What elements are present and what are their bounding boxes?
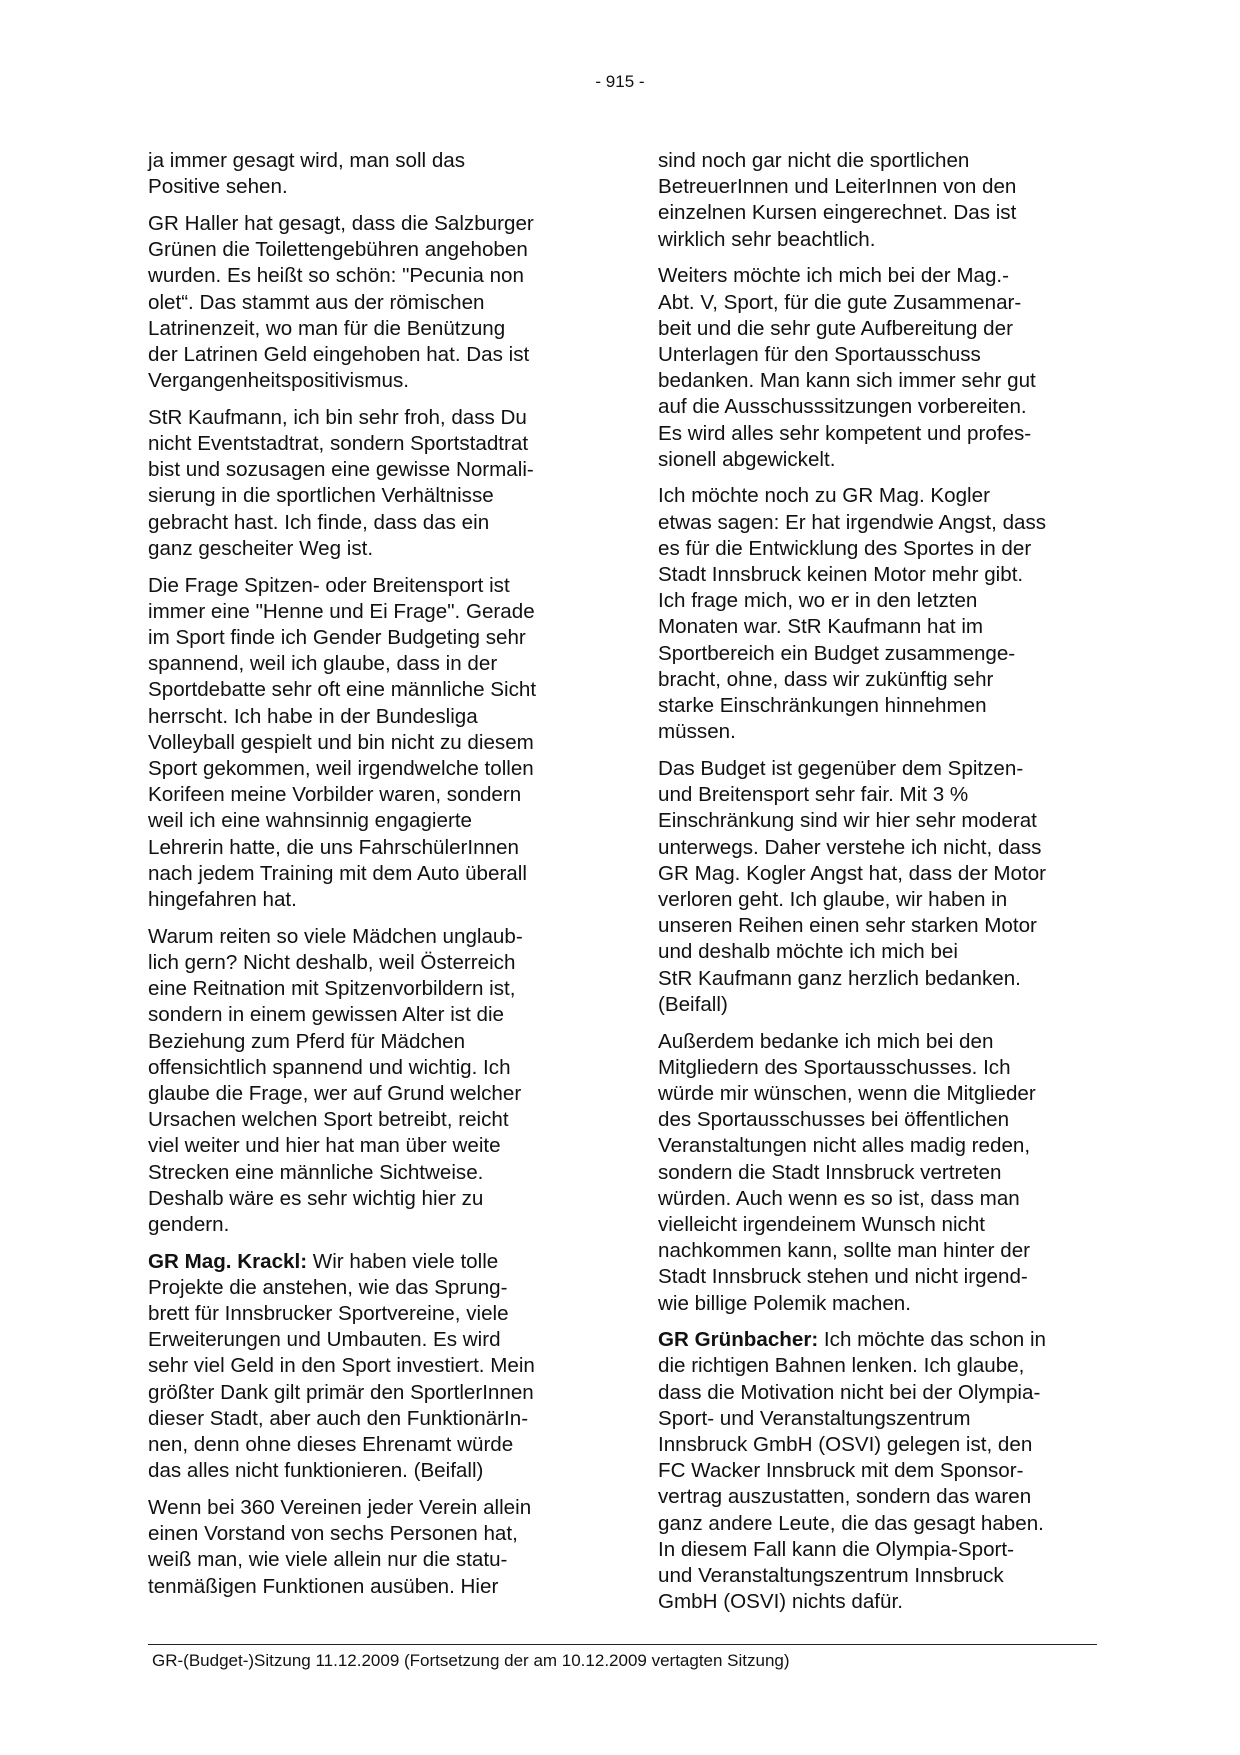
paragraph — [148, 405, 588, 562]
paragraph — [148, 1495, 588, 1600]
paragraph — [658, 756, 1098, 1018]
paragraph — [658, 1029, 1098, 1317]
paragraph-text: sind noch gar nicht die sportlichen BetreuerInnen und LeiterInnen von den einzelnen Kursen eingerechnet. Das ist wirklich sehr beachtlich. — [658, 149, 1017, 251]
page-number: - 915 - — [595, 72, 645, 91]
paragraph-text: Weiters möchte ich mich bei der Mag.- Abt. V, Sport, für die gute Zusammenar- beit und die sehr gute Aufbereitung der Unterlagen für den Sportausschuss bedanken. Man kann sich immer sehr gut auf die Ausschusssitzungen vorbereiten. Es wird alles sehr kompetent und profes- sionell abgewickelt. — [658, 264, 1036, 471]
paragraph — [658, 1327, 1098, 1615]
paragraph-text: Wenn bei 360 Vereinen jeder Verein allein einen Vorstand von sechs Personen hat, weiß man, wie viele allein nur die statu- tenmäßigen Funktionen ausüben. Hier — [148, 1495, 532, 1598]
right-column — [658, 148, 1098, 1626]
paragraph-text: Das Budget ist gegenüber dem Spitzen- und Breitensport sehr fair. Mit 3 % Einschränkung sind wir hier sehr moderat unterwegs. Daher verstehe ich nicht, dass GR Mag. Kogler Angst hat, dass der Motor verloren geht. Ich glaube, wir haben in unseren Reihen einen sehr starken Motor und deshalb möchte ich mich bei StR Kaufmann ganz herzlich bedanken. (Beifall) — [658, 756, 1047, 1016]
paragraph-text: Ich möchte noch zu GR Mag. Kogler etwas sagen: Er hat irgendwie Angst, dass es für die Entwicklung des Sportes in der Stadt Innsbruck keinen Motor mehr gibt. Ich frage mich, wo er in den letzten Monaten war. StR Kaufmann hat im Sportbereich ein Budget zusammenge- bracht, ohne, dass wir zukünftig sehr starke Einschränkungen hinnehmen müssen. — [658, 484, 1047, 744]
footer: GR-(Budget-)Sitzung 11.12.2009 (Fortsetzung der am 10.12.2009 vertagten Sitzung) — [152, 1651, 790, 1670]
left-column — [148, 148, 588, 1610]
paragraph — [148, 1249, 588, 1485]
paragraph-text: Warum reiten so viele Mädchen unglaub- lich gern? Nicht deshalb, weil Österreich eine Reitnation mit Spitzenvorbildern ist, sondern in einem gewissen Alter ist die Beziehung zum Pferd für Mädchen offensichtlich spannend und wichtig. Ich glaube die Frage, wer auf Grund welcher Ursachen welchen Sport betreibt, reicht viel weiter und hier hat man über weite Strecken eine männliche Sichtweise. Deshalb wäre es sehr wichtig hier zu gendern. — [148, 924, 523, 1236]
paragraph-text: GR Haller hat gesagt, dass die Salzburger Grünen die Toilettengebühren angehoben wurden. Es heißt so schön: "Pecunia non olet“. Das stammt aus der römischen Latrinenzeit, wo man für die Benützung der Latrinen Geld eingehoben hat. Das ist Vergangenheitspositivismus. — [148, 211, 534, 393]
paragraph-text: Die Frage Spitzen- oder Breitensport ist immer eine "Henne und Ei Frage". Gerade im Sport finde ich Gender Budgeting sehr spannend, weil ich glaube, dass in der Sportdebatte sehr oft eine männliche Sicht herrscht. Ich habe in der Bundesliga Volleyball gespielt und bin nicht zu diesem Sport gekommen, weil irgendwelche tollen Korifeen meine Vorbilder waren, sondern weil ich eine wahnsinnig engagierte Lehrerin hatte, die uns FahrschülerInnen nach jedem Training mit dem Auto überall hingefahren hat. — [148, 573, 537, 911]
paragraph-text: Ich möchte das schon in die richtigen Bahnen lenken. Ich glaube, dass die Motivation nicht bei der Olympia- Sport- und Veranstaltungszentrum Innsbruck GmbH (OSVI) gelegen ist, den FC Wacker Innsbruck mit dem Sponsor- vertrag auszustatten, sondern das waren ganz andere Leute, die das gesagt haben. In diesem Fall kann die Olympia-Sport- und Veranstaltungszentrum Innsbruck GmbH (OSVI) nichts dafür. — [658, 1328, 1047, 1614]
speaker-name: GR Grünbacher: — [658, 1328, 819, 1352]
footer-divider — [148, 1644, 1097, 1645]
paragraph-text: Wir haben viele tolle Projekte die anstehen, wie das Sprung- brett für Innsbrucker Sportvereine, viele Erweiterungen und Umbauten. Es wird sehr viel Geld in den Sport investiert. Mein größter Dank gilt primär den SportlerInnen dieser Stadt, aber auch den FunktionärIn- nen, denn ohne dieses Ehrenamt würde das alles nicht funktionieren. (Beifall) — [148, 1249, 535, 1483]
paragraph-text: StR Kaufmann, ich bin sehr froh, dass Du nicht Eventstadtrat, sondern Sportstadtrat bist und sozusagen eine gewisse Normali- sierung in die sportlichen Verhältnisse gebracht hast. Ich finde, dass das ein ganz gescheiter Weg ist. — [148, 405, 534, 560]
paragraph — [148, 924, 588, 1238]
paragraph — [148, 148, 588, 200]
paragraph — [658, 148, 1098, 253]
paragraph-text: Außerdem bedanke ich mich bei den Mitgliedern des Sportausschusses. Ich würde mir wünschen, wenn die Mitglieder des Sportausschusses bei öffentlichen Veranstaltungen nicht alles madig reden, sondern die Stadt Innsbruck vertreten würden. Auch wenn es so ist, dass man vielleicht irgendeinem Wunsch nicht nachkommen kann, sollte man hinter der Stadt Innsbruck stehen und nicht irgend- wie billige Polemik machen. — [658, 1029, 1036, 1315]
paragraph — [148, 211, 588, 394]
paragraph-text: ja immer gesagt wird, man soll das Positive sehen. — [148, 149, 466, 199]
paragraph — [658, 263, 1098, 473]
paragraph — [148, 573, 588, 914]
paragraph — [658, 483, 1098, 745]
speaker-name: GR Mag. Krackl: — [148, 1249, 308, 1273]
